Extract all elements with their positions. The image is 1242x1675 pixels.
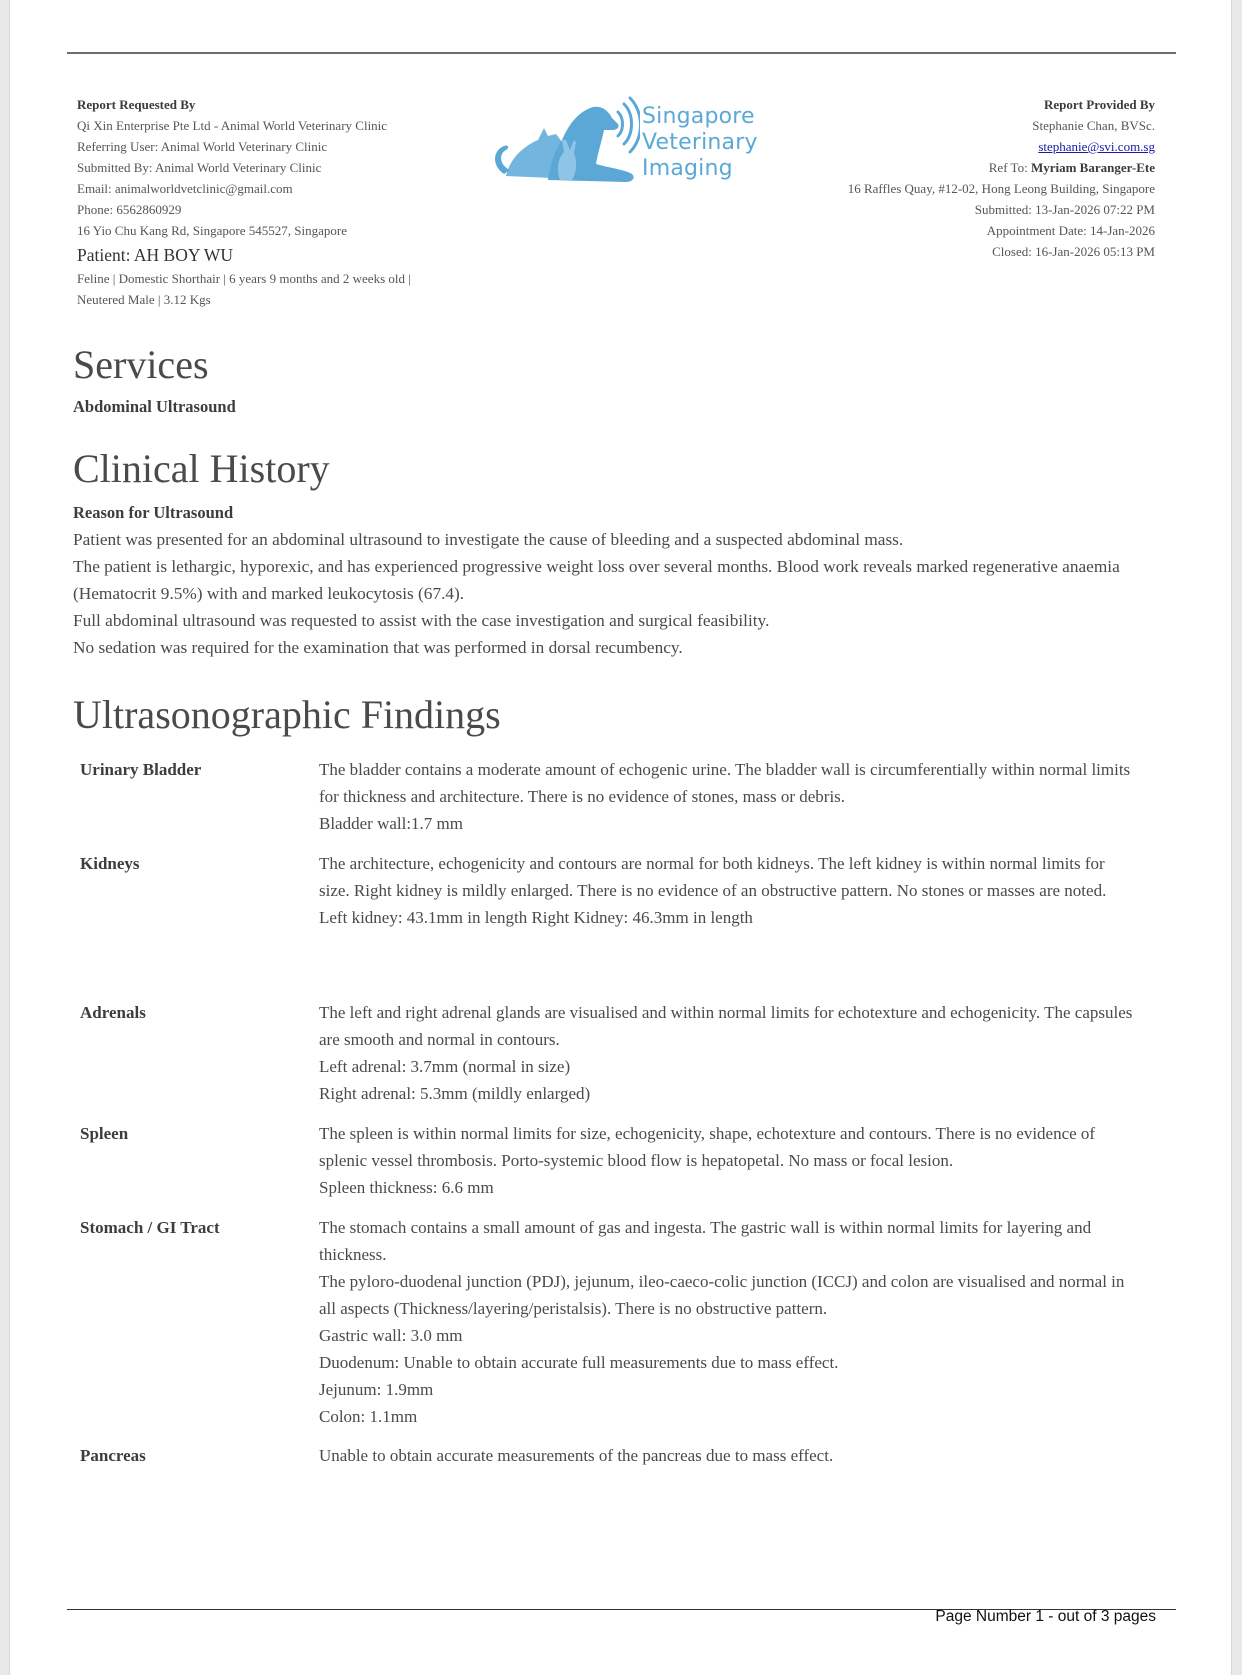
left-kidney-measurement: Left kidney: 43.1mm in length (319, 908, 528, 927)
finding-text: The bladder contains a moderate amount of echogenic urine. The bladder wall is circumferentially within normal limits for thickness and architecture. There is no evidence of stones, mass or debris. (319, 760, 1131, 806)
finding-text: The stomach contains a small amount of gas and ingesta. The gastric wall is within normal limits for layering and thickness. (319, 1218, 1092, 1264)
finding-text: The architecture, echogenicity and contours are normal for both kidneys. The left kidney is within normal limits for size. Right kidney is mildly enlarged. There is no evidence of an obstructive pattern. No stones or masses are noted. (319, 854, 1107, 900)
finding-measurement: Jejunum: 1.9mm (319, 1380, 434, 1399)
kidney-measurements (319, 904, 1139, 931)
finding-measurement: Colon: 1.1mm (319, 1407, 418, 1426)
report-page (9, 0, 1232, 1675)
provider-name: Stephanie Chan, BVSc. (1032, 118, 1155, 133)
patient-name: Patient: AH BOY WU (77, 245, 234, 265)
finding-measurement: Right adrenal: 5.3mm (mildly enlarged) (319, 1084, 591, 1103)
organ-label: Kidneys (80, 854, 140, 873)
finding-measurement: Bladder wall:1.7 mm (319, 814, 464, 833)
organ-description (319, 850, 1139, 931)
clinic-email: Email: animalworldvetclinic@gmail.com (77, 181, 293, 196)
findings-heading: Ultrasonographic Findings (73, 692, 501, 737)
finding-measurement: Spleen thickness: 6.6 mm (319, 1178, 494, 1197)
clinic-phone: Phone: 6562860929 (77, 202, 182, 217)
logo-line-2: Veterinary (642, 130, 758, 155)
pets-logo-icon (490, 96, 640, 191)
finding-text: The pyloro-duodenal junction (PDJ), jejunum, ileo-caeco-colic junction (ICCJ) and colon are visualised and normal in all aspects (Thickness/layering/peristalsis). There is no obstructive pattern. (319, 1272, 1125, 1318)
clinical-history-heading: Clinical History (73, 446, 330, 491)
finding-measurement: Left adrenal: 3.7mm (normal in size) (319, 1057, 571, 1076)
ref-to-name: Myriam Baranger-Ete (1030, 160, 1155, 175)
clinical-history-text (73, 526, 1183, 661)
finding-text: Unable to obtain accurate measurements of the pancreas due to mass effect. (319, 1446, 834, 1465)
ref-to-label: Ref To: (988, 160, 1028, 175)
finding-text: The spleen is within normal limits for size, echogenicity, shape, echotexture and contours. There is no evidence of splenic vessel thrombosis. Porto-systemic blood flow is hepatopetal. No mass or focal lesion. (319, 1124, 1096, 1170)
finding-measurement: Gastric wall: 3.0 mm (319, 1326, 463, 1345)
organ-label: Pancreas (80, 1446, 146, 1465)
finding-measurement: Duodenum: Unable to obtain accurate full measurements due to mass effect. (319, 1353, 839, 1372)
logo-line-3: Imaging (642, 156, 733, 181)
report-provided-by-block (735, 94, 1155, 262)
organ-description (319, 1120, 1139, 1201)
appointment-date: Appointment Date: 14-Jan-2026 (986, 223, 1155, 238)
organ-description (319, 1442, 1139, 1469)
organ-label: Urinary Bladder (80, 760, 202, 779)
organ-label: Adrenals (80, 1003, 146, 1022)
finding-text: The left and right adrenal glands are visualised and within normal limits for echotexture and echogenicity. The capsules are smooth and normal in contours. (319, 1003, 1133, 1049)
service-item: Abdominal Ultrasound (73, 397, 236, 416)
report-requested-by-block (77, 94, 497, 310)
organ-description (319, 756, 1139, 837)
organ-description (319, 999, 1139, 1107)
reason-for-ultrasound-label: Reason for Ultrasound (73, 503, 234, 522)
provider-address: 16 Raffles Quay, #12-02, Hong Leong Building, Singapore (847, 181, 1155, 196)
history-paragraph: The patient is lethargic, hyporexic, and has experienced progressive weight loss over several months. Blood work reveals marked regenerative anaemia (Hematocrit 9.5%) with and marked leukocytosis (67.4). (73, 557, 1120, 603)
right-kidney-measurement: Right Kidney: 46.3mm in length (531, 908, 753, 927)
submitted-date: Submitted: 13-Jan-2026 07:22 PM (974, 202, 1155, 217)
page-number: Page Number 1 - out of 3 pages (935, 1608, 1156, 1625)
patient-details-line-1: Feline | Domestic Shorthair | 6 years 9 months and 2 weeks old | (77, 271, 411, 286)
organ-label: Stomach / GI Tract (80, 1218, 220, 1237)
clinic-name: Qi Xin Enterprise Pte Ltd - Animal World Veterinary Clinic (77, 118, 388, 133)
patient-details-line-2: Neutered Male | 3.12 Kgs (77, 292, 211, 307)
history-paragraph: Full abdominal ultrasound was requested to assist with the case investigation and surgical feasibility. (73, 611, 770, 630)
provider-email-link[interactable]: stephanie@svi.com.sg (1038, 139, 1155, 154)
header-rule (67, 52, 1176, 54)
ref-to (735, 157, 1155, 178)
submitted-by: Submitted By: Animal World Veterinary Clinic (77, 160, 322, 175)
history-paragraph: No sedation was required for the examination that was performed in dorsal recumbency. (73, 638, 683, 657)
organ-description (319, 1214, 1139, 1430)
logo-line-1: Singapore (642, 104, 755, 129)
organ-label: Spleen (80, 1124, 129, 1143)
referring-user: Referring User: Animal World Veterinary Clinic (77, 139, 328, 154)
clinic-address: 16 Yio Chu Kang Rd, Singapore 545527, Singapore (77, 223, 347, 238)
provided-by-label: Report Provided By (1044, 97, 1155, 112)
requested-by-label: Report Requested By (77, 97, 196, 112)
closed-date: Closed: 16-Jan-2026 05:13 PM (992, 244, 1155, 259)
history-paragraph: Patient was presented for an abdominal ultrasound to investigate the cause of bleeding and a suspected abdominal mass. (73, 530, 904, 549)
services-heading: Services (73, 342, 209, 387)
